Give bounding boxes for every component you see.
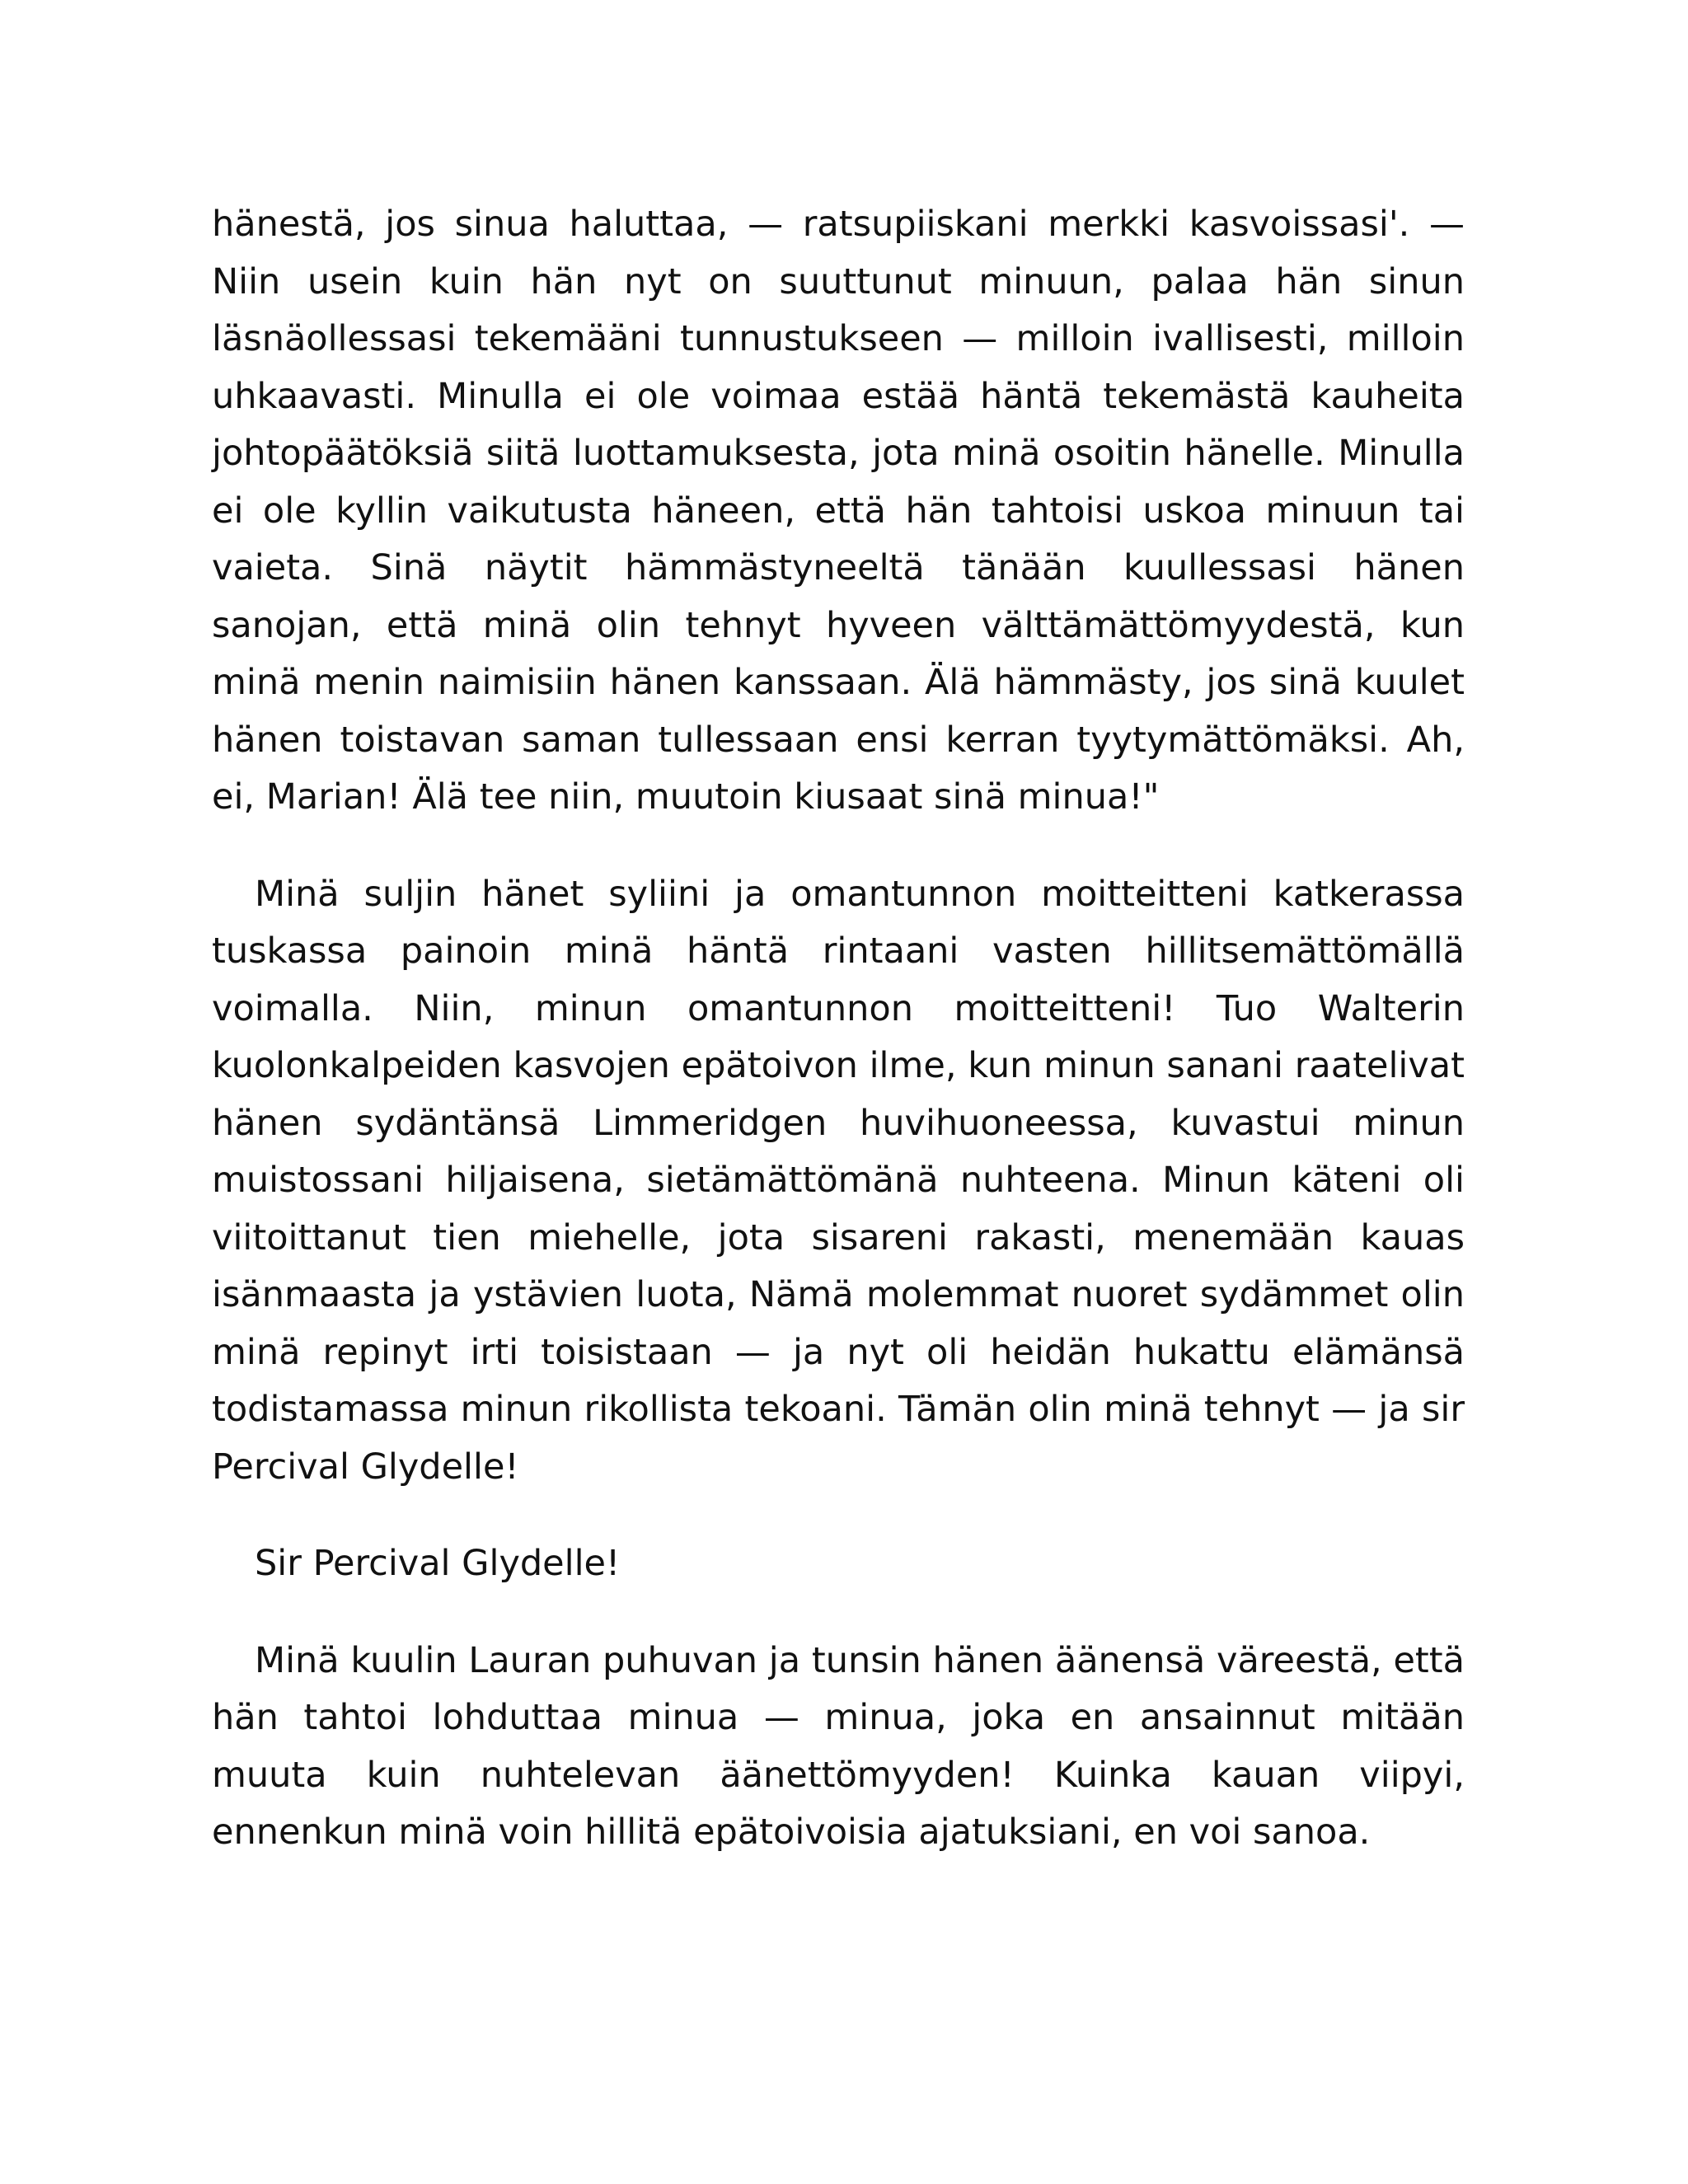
paragraph: Sir Percival Glydelle! — [255, 1543, 621, 1584]
paragraph: Minä kuulin Lauran puhuvan ja tunsin hänen äänensä väreestä, että hän tahtoi lohduttaa minua — minua, joka en ansainnut mitään muuta kuin nuhtelevan äänettömyyden! Kuinka kauan viipyi, ennenkun minä voin hillitä epätoivoisia ajatuksiani, en voi sanoa. — [212, 1639, 1465, 1853]
paragraph-continuation: hänestä, jos sinua haluttaa, — ratsupiiskani merkki kasvoissasi'. — Niin usein kuin hän nyt on suuttunut minuun, palaa hän sinun läsnäollessasi tekemääni tunnustukseen — milloin ivallisesti, milloin uhkaavasti. Minulla ei ole voimaa estää häntä tekemästä kauheita johtopäätöksiä siitä luottamuksesta, jota minä osoitin hänelle. Minulla ei ole kyllin vaikutusta häneen, että hän tahtoisi uskoa minuun tai vaieta. Sinä näytit hämmästyneeltä tänään kuullessasi hänen sanojan, että minä olin tehnyt hyveen välttämättömyydestä, kun minä menin naimisiin hänen kanssaan. Älä hämmästy, jos sinä kuulet hänen toistavan saman tullessaan ensi kerran tyytymättömäksi. Ah, ei, Marian! Älä tee niin, muutoin kiusaat sinä minua!" — [212, 204, 1465, 818]
body-text — [212, 196, 1465, 1901]
paragraph: Minä suljin hänet syliini ja omantunnon moitteitteni katkerassa tuskassa painoin minä häntä rintaani vasten hillitsemättömällä voimalla. Niin, minun omantunnon moitteitteni! Tuo Walterin kuolonkalpeiden kasvojen epätoivon ilme, kun minun sanani raatelivat hänen sydäntänsä Limmeridgen huvihuoneessa, kuvastui minun muistossani hiljaisena, sietämättömänä nuhteena. Minun käteni oli viitoittanut tien miehelle, jota sisareni rakasti, menemään kauas isänmaasta ja ystävien luota, Nämä molemmat nuoret sydämmet olin minä repinyt irti toisistaan — ja nyt oli heidän hukattu elämänsä todistamassa minun rikollista tekoani. Tämän olin minä tehnyt — ja sir Percival Glydelle! — [212, 873, 1465, 1488]
